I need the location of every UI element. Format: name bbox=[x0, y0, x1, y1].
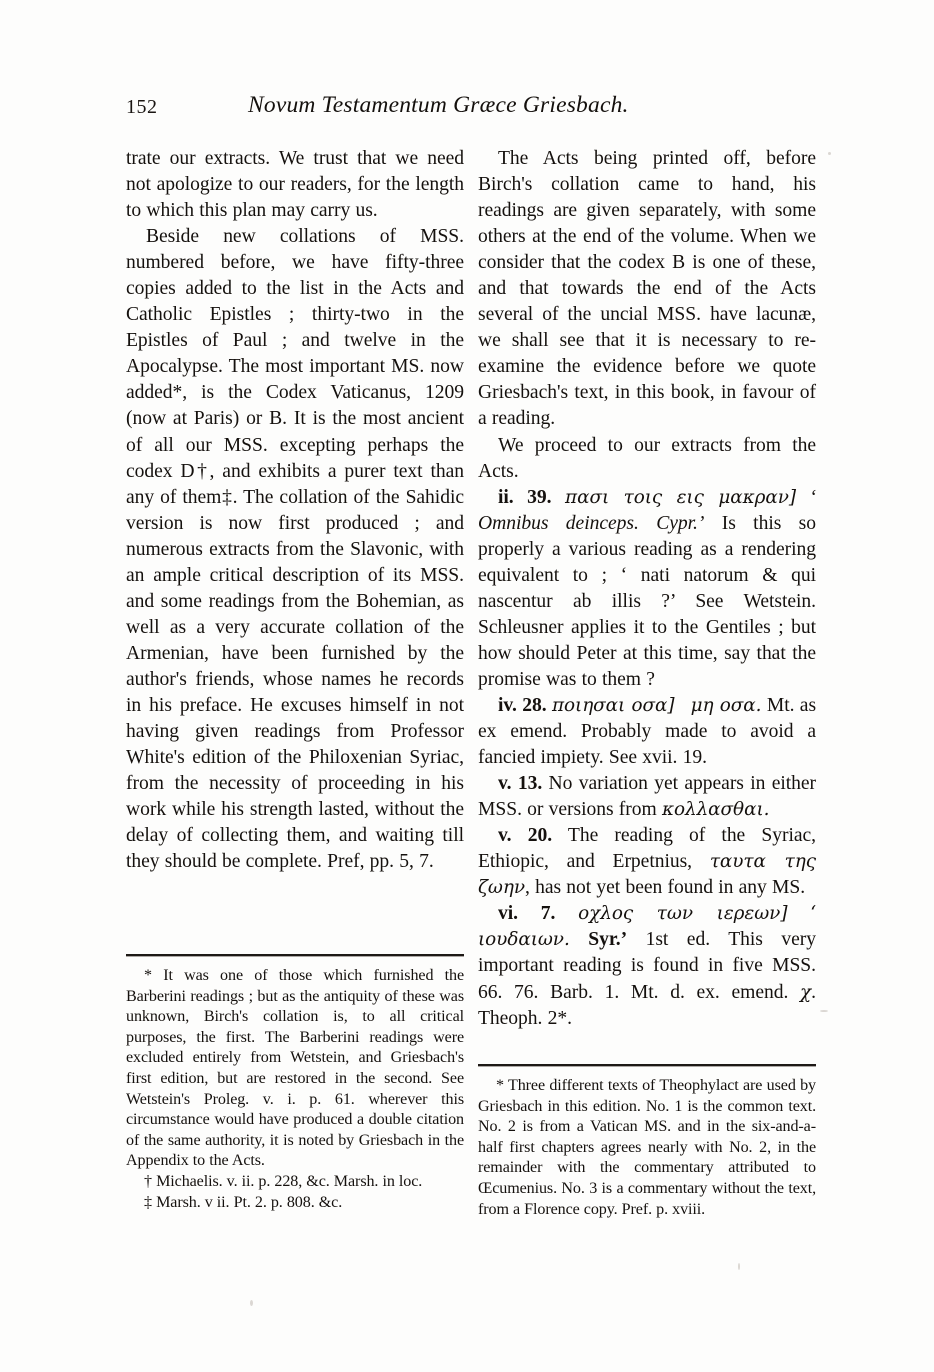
greek-lemma: πασι τοις εις μακραν] bbox=[565, 486, 796, 508]
greek-variant: μη οσα. bbox=[690, 694, 762, 716]
left-column-footnotes bbox=[126, 966, 464, 1213]
verse-reference: iv. 28. bbox=[498, 694, 547, 716]
variant-entry-v-20 bbox=[478, 823, 816, 901]
greek-chi-siglum: χ bbox=[800, 981, 812, 1003]
greek-lemma: οχλος των ιερεων] bbox=[578, 903, 788, 925]
latin-citation: ‘ Omnibus deinceps. Cypr.’ bbox=[478, 486, 817, 534]
greek-term: κολλασθαι. bbox=[661, 799, 770, 821]
verse-reference: v. 20. bbox=[498, 825, 553, 847]
footnote-asterisk: * Three different texts of Theophylact are used by Griesbach in this edition. No. 1 is the common text. No. 2 is from a Vatican MS. and in the six-and-a-half first chapters agrees nearly with No. 2, in the remainder with the commentary attributed to Œcumenius. No. 3 is a commentary without the text, from a Florence copy. Pref. p. xviii. bbox=[478, 1077, 816, 1218]
verse-reference: ii. 39. bbox=[498, 486, 552, 508]
greek-phrase: ταυτα της ζωην bbox=[478, 851, 816, 899]
verse-reference: vi. 7. bbox=[498, 903, 556, 925]
paragraph: trate our extracts. We trust that we need not apologize to our readers, for the length to which this plan may carry us. bbox=[126, 148, 464, 222]
left-column-body bbox=[126, 146, 464, 875]
paragraph: We proceed to our extracts from the Acts. bbox=[478, 434, 816, 482]
paragraph: Beside new collations of MSS. numbered before, we have fifty-three copies added to the list in the Acts and Catholic Epistles ; thirty-two in the Epistles of Paul ; and twelve in the Apocalypse. The most important MS. now added*, is the Codex Vaticanus, 1209 (now at Paris) or B. It is the most ancient of all our MSS. excepting perhaps the codex D†, and exhibits a purer text than any of them‡. The collation of the Sahidic version is now first produced ; and numerous extracts from the Slavonic, with an ample critical description of its MSS. and some readings from the Bohemian, as well as a very accurate collation of the Armenian, have been furnished by the author's friends, whose names he records in his preface. He excuses himself in not having given readings from Professor White's edition of the Philoxenian Syriac, from the necessity of proceeding in his work while his strength lasted, without the delay of collecting them, and waiting till they should be complete. Pref, pp. 5, 7. bbox=[126, 226, 464, 873]
entry-text-end: . Theoph. 2*. bbox=[478, 981, 816, 1029]
paragraph: The Acts being printed off, before Birch's collation came to hand, his readings are given separately, with some others at the end of the volume. When we consider that the codex B is one of these, and that towards the end of the Acts several of the uncial MSS. have lacunæ, we shall see that it is necessary to re-examine the evidence before we quote Griesbach's text, in this book, in favour of a reading. bbox=[478, 148, 816, 430]
footnote-double-dagger: ‡ Marsh. v ii. Pt. 2. p. 808. &c. bbox=[144, 1193, 343, 1211]
variant-entry-ii-39 bbox=[478, 485, 816, 693]
entry-text: Is this so properly a various reading as a rendering equivalent to ; ‘ nati natorum & qui nascentur ab illis ?’ See Wetstein. Schleusner applies it to the Gentiles ; but how should Peter at this time, say that the promise was to them ? bbox=[478, 512, 817, 690]
footnote-separator-rule-right bbox=[478, 1064, 816, 1066]
right-column-footnotes bbox=[478, 1076, 816, 1220]
entry-text: No variation yet appears in either MSS. or versions from bbox=[478, 773, 816, 821]
scan-speckle bbox=[820, 1010, 828, 1012]
footnote-separator-rule-left bbox=[126, 954, 464, 956]
scan-speckle bbox=[828, 152, 831, 155]
verse-reference: v. 13. bbox=[498, 773, 543, 795]
variant-entry-v-13 bbox=[478, 771, 816, 823]
variant-entry-iv-28 bbox=[478, 693, 816, 771]
entry-text: Mt. as ex emend. Probably made to avoid a fancied impiety. See xvii. 19. bbox=[478, 694, 817, 769]
greek-lemma: ποιησαι οσα] bbox=[551, 694, 675, 716]
entry-text-tail: , has not yet been found in any MS. bbox=[524, 877, 806, 899]
entry-text: The reading of the Syriac, Ethiopic, and Erpetnius, bbox=[478, 825, 817, 873]
entry-text: 1st ed. This very important reading is found in five MSS. 66. 76. Barb. 1. Mt. d. ex. emend. bbox=[478, 929, 816, 1003]
running-head-title: Novum Testamentum Græce Griesbach. bbox=[248, 92, 629, 118]
scan-speckle bbox=[250, 1300, 253, 1306]
syriac-siglum: Syr.’ bbox=[569, 929, 628, 951]
scan-speckle bbox=[738, 1263, 740, 1270]
footnote-dagger: † Michaelis. v. ii. p. 228, &c. Marsh. in loc. bbox=[144, 1172, 423, 1190]
running-head bbox=[126, 92, 816, 126]
right-column-body bbox=[478, 146, 816, 1032]
variant-entry-vi-7 bbox=[478, 901, 816, 1031]
footnote-asterisk: * It was one of those which furnished the Barberini readings ; but as the antiquity of these was unknown, Birch's collation is, to all critical purposes, the first. The Barberini readings were excluded entirely from Wetstein, and Griesbach's first edition, but are restored in the second. See Wetstein's Proleg. v. i. p. 61. wherever this circumstance would have produced a double citation of the same authority, it is noted by Griesbach in the Appendix to the Acts. bbox=[126, 967, 464, 1170]
greek-variant: ‘ ιουδαιων. bbox=[478, 903, 816, 951]
page-folio-number: 152 bbox=[126, 96, 158, 118]
